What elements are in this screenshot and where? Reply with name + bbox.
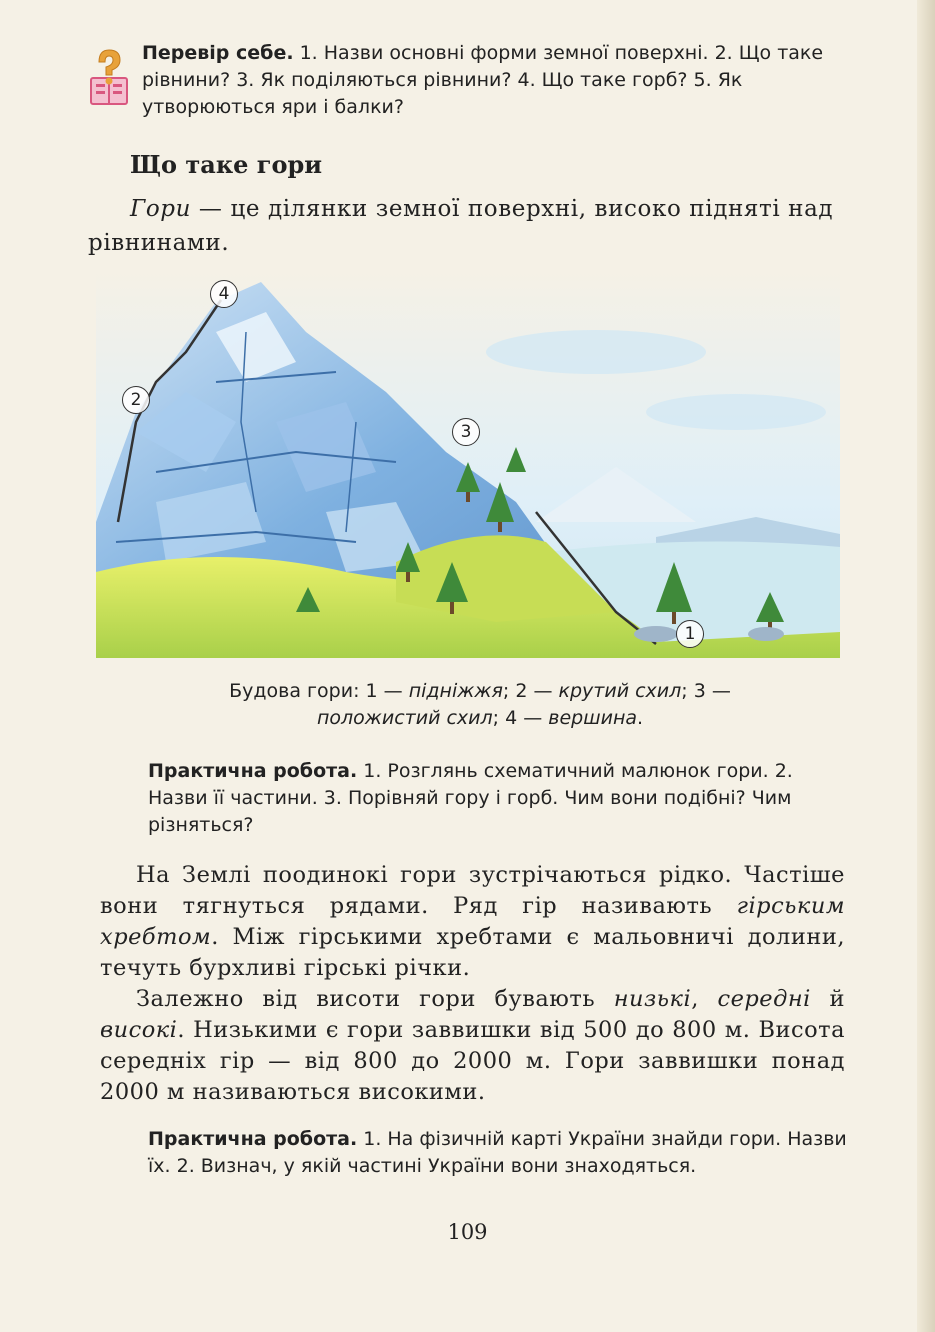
page-edge [917, 0, 935, 1332]
paragraph-part: . Між гірськими хребтами є мальовничі долини, течуть бурхливі гірські річки. [100, 924, 845, 981]
practical-work-1-lead: Практична робота. [148, 760, 358, 782]
caption-term-gentle: положистий схил [316, 707, 493, 729]
definition-paragraph [88, 192, 838, 260]
term-high: високі [100, 1017, 178, 1043]
paragraph-part: , [691, 986, 718, 1012]
caption-part: ; 2 — [502, 680, 559, 702]
caption-part: Будова гори: 1 — [229, 680, 409, 702]
practical-work-2-lead: Практична робота. [148, 1128, 358, 1150]
caption-term-summit: вершина [548, 707, 638, 729]
paragraph-ranges [100, 860, 845, 984]
term-medium: середні [717, 986, 811, 1012]
marker-gentle-slope: 3 [452, 418, 480, 446]
caption-term-foot: підніжжя [408, 680, 503, 702]
check-yourself-lead: Перевір себе. [142, 42, 294, 64]
paragraph-part: Залежно від висоти гори бувають [136, 986, 614, 1012]
mountain-structure-illustration [96, 272, 840, 658]
definition-term: Гори [130, 196, 192, 222]
mountain-picture [96, 272, 840, 658]
marker-summit: 4 [210, 280, 238, 308]
section-title: Що таке гори [130, 150, 323, 179]
term-mountain-range: гірським хребтом [100, 893, 845, 950]
term-low: низькі [613, 986, 692, 1012]
question-book-icon [88, 48, 130, 108]
marker-foot: 1 [676, 620, 704, 648]
paragraph-part: й [810, 986, 846, 1012]
marker-steep-slope: 2 [122, 386, 150, 414]
paragraph-part: . Низькими є гори заввишки від 500 до 800 м. Висота середніх гір — від 800 до 2000 м. Гори заввишки понад 2000 м називаються високими. [100, 1017, 845, 1105]
paragraph-part: На Землі поодинокі гори зустрічаються рідко. Частіше вони тягнуться рядами. Ряд гір називають [100, 862, 845, 919]
paragraph-heights [100, 984, 845, 1108]
caption-part: ; 4 — [492, 707, 549, 729]
caption-term-steep: крутий схил [558, 680, 682, 702]
definition-text: — це ділянки земної поверхні, високо підняті над рівнинами. [88, 196, 834, 256]
practical-work-2-text: 1. На фізичній карті України знайди гори. Назви їх. 2. Визнач, у якій частині України вони знаходяться. [148, 1128, 847, 1177]
practical-work-1-text: 1. Розглянь схематичний малюнок гори. 2. Назви її частини. 3. Порівняй гору і горб. Чим вони подібні? Чим різняться? [148, 760, 793, 836]
caption-part: ; 3 — [681, 680, 731, 702]
page-number: 109 [447, 1220, 488, 1244]
caption-part: . [637, 707, 644, 729]
check-yourself-text [142, 40, 842, 121]
practical-work-2 [148, 1126, 848, 1180]
practical-work-1 [148, 758, 848, 839]
figure-caption [180, 678, 780, 732]
check-yourself-questions: 1. Назви основні форми земної поверхні. 2. Що таке рівнини? 3. Як поділяються рівнини? 4. Що таке горб? 5. Як утворюються яри і балки? [142, 42, 824, 118]
